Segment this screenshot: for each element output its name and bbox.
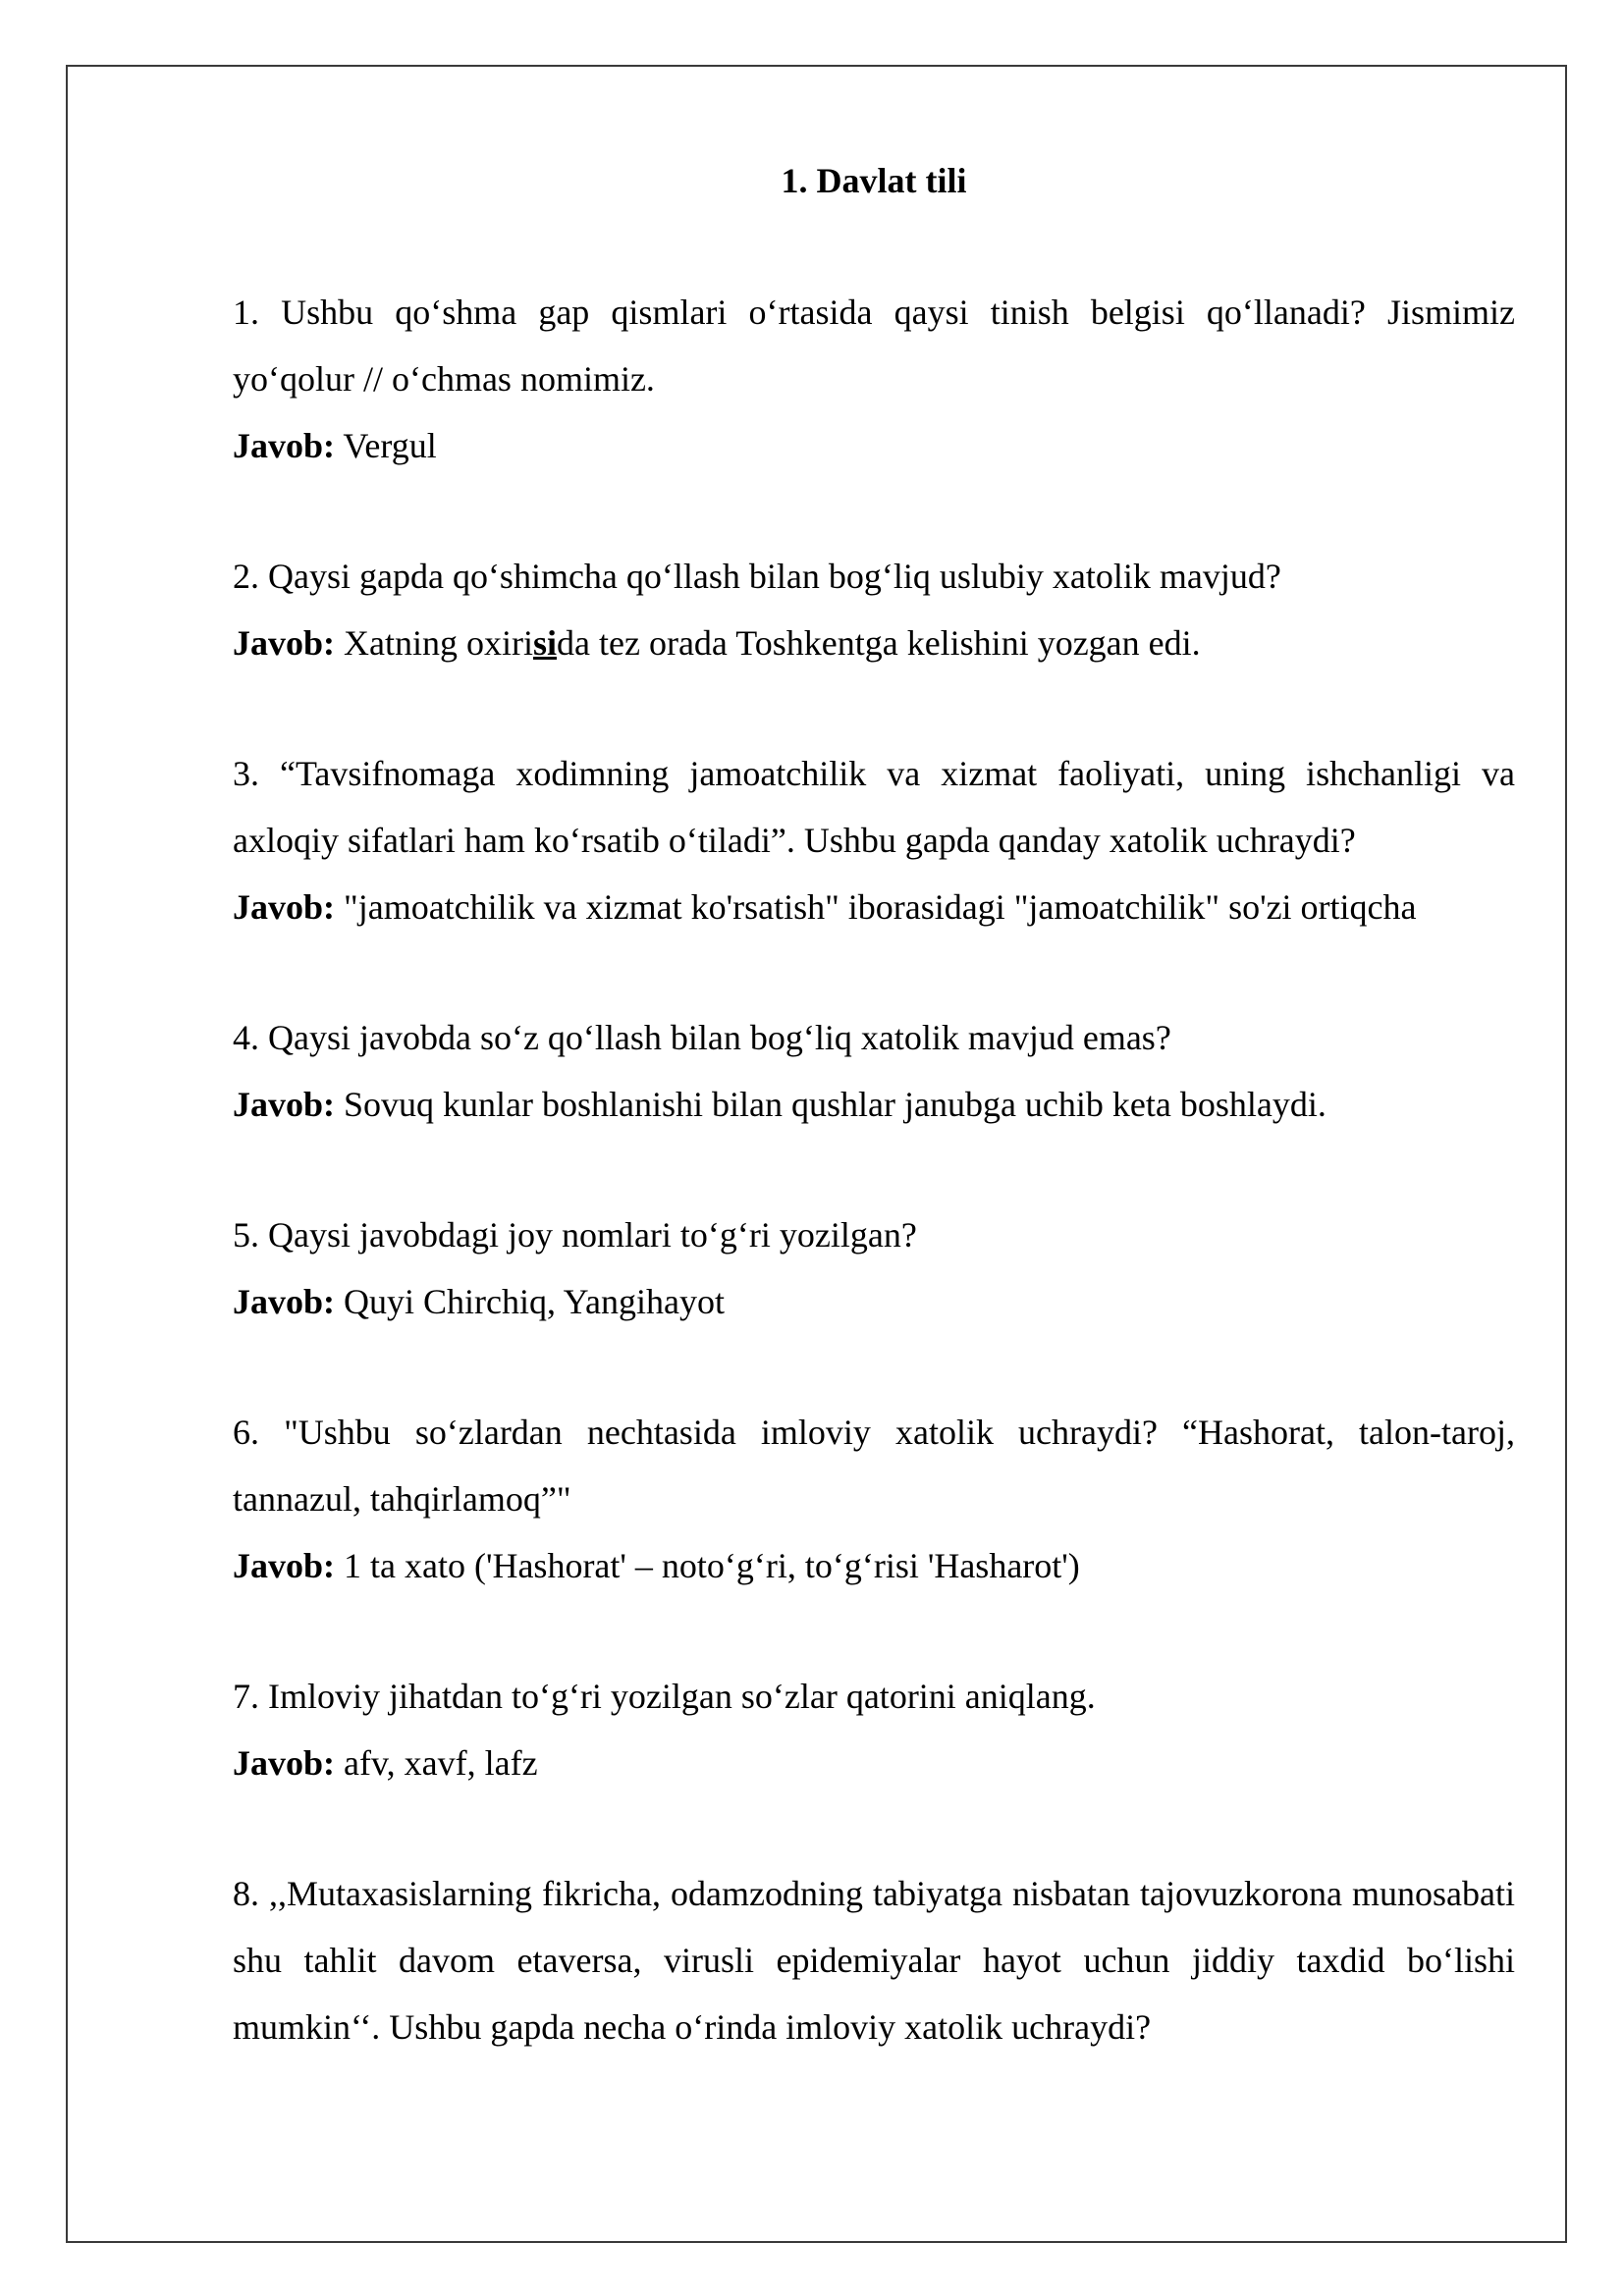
answer-line [233,1730,1515,1796]
question-text: 1. Ushbu qo‘shma gap qismlari o‘rtasida qaysi tinish belgisi qo‘llanadi? Jismimiz yo‘qolur // o‘chmas nomimiz. [233,293,1515,399]
answer-label: Javob: [233,1085,336,1124]
answer-text: afv, xavf, lafz [344,1743,538,1783]
answer-text-after: da tez orada Toshkentga kelishini yozgan edi. [557,623,1201,663]
answer-line [233,1268,1515,1335]
answer-line [233,874,1515,940]
question-text: 7. Imloviy jihatdan to‘g‘ri yozilgan so‘zlar qatorini aniqlang. [233,1677,1096,1716]
answer-text: "jamoatchilik va xizmat ko'rsatish" iborasidagi "jamoatchilik" so'zi ortiqcha [344,887,1417,927]
answer-line [233,610,1515,676]
question-text: 6. "Ushbu so‘zlardan nechtasida imloviy xatolik uchraydi? “Hashorat, talon-taroj, tannazul, tahqirlamoq”" [233,1413,1515,1519]
answer-text: Sovuq kunlar boshlanishi bilan qushlar janubga uchib keta boshlaydi. [344,1085,1326,1124]
answer-label: Javob: [233,1743,336,1783]
question-block-6 [233,1399,1515,1599]
answer-line [233,1532,1515,1599]
answer-text: Quyi Chirchiq, Yangihayot [344,1282,726,1321]
answer-line [233,1071,1515,1138]
question-block-3 [233,740,1515,940]
answer-label: Javob: [233,426,336,465]
question-text: 8. ,,Mutaxasislarning fikricha, odamzodning tabiyatga nisbatan tajovuzkorona munosabati shu tahlit davom etaversa, virusli epidemiyalar hayot uchun jiddiy taxdid bo‘lishi mumkin‘‘. Ushbu gapda necha o‘rinda imloviy xatolik uchraydi? [233,1874,1515,2047]
answer-label: Javob: [233,1282,336,1321]
answer-label: Javob: [233,623,336,663]
question-text: 2. Qaysi gapda qo‘shimcha qo‘llash bilan bog‘liq uslubiy xatolik mavjud? [233,557,1281,596]
question-block-5 [233,1201,1515,1335]
question-block-7 [233,1663,1515,1796]
section-title: 1. Davlat tili [781,161,967,200]
answer-text: Vergul [343,426,437,465]
answer-line [233,412,1515,479]
question-text: 4. Qaysi javobda so‘z qo‘llash bilan bog‘liq xatolik mavjud emas? [233,1018,1171,1057]
answer-highlight: si [533,623,558,663]
answer-text: 1 ta xato ('Hashorat' – noto‘g‘ri, to‘g‘risi 'Hasharot') [344,1546,1080,1585]
answer-text-before: Xatning oxiri [344,623,533,663]
question-text: 5. Qaysi javobdagi joy nomlari to‘g‘ri yozilgan? [233,1215,917,1255]
document-body [233,147,1515,2124]
question-block-2 [233,543,1515,676]
question-text: 3. “Tavsifnomaga xodimning jamoatchilik va xizmat faoliyati, uning ishchanligi va axloqiy sifatlari ham ko‘rsatib o‘tiladi”. Ushbu gapda qanday xatolik uchraydi? [233,754,1515,860]
question-block-4 [233,1004,1515,1138]
question-block-8 [233,1860,1515,2060]
question-block-1 [233,279,1515,479]
answer-label: Javob: [233,1546,336,1585]
answer-label: Javob: [233,887,336,927]
